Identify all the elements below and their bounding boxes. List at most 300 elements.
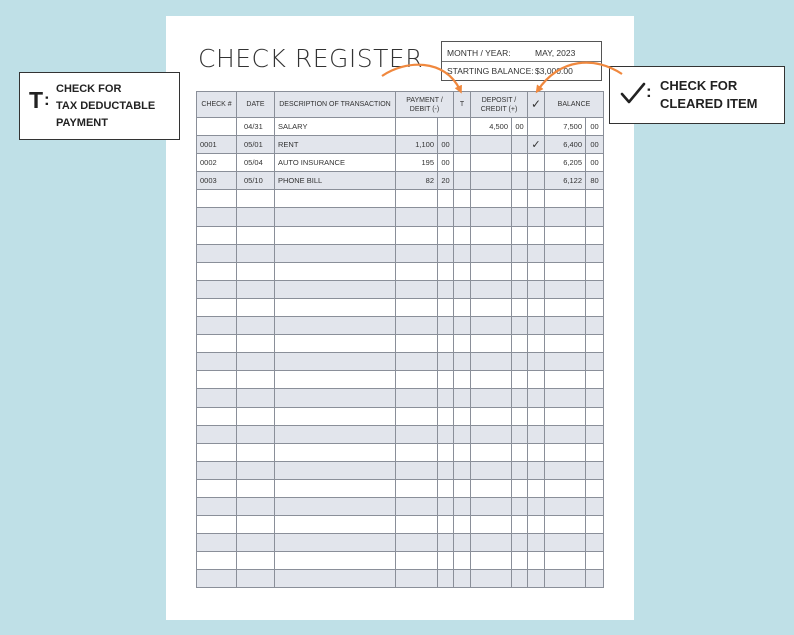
- cell-description[interactable]: [275, 425, 396, 443]
- cell-balance-dollars[interactable]: 6,205: [545, 154, 586, 172]
- cell-deposit-cents[interactable]: 00: [512, 118, 528, 136]
- cell-tax-deductible[interactable]: [454, 389, 471, 407]
- cell-tax-deductible[interactable]: [454, 190, 471, 208]
- cell-deposit-dollars[interactable]: [471, 479, 512, 497]
- cell-description[interactable]: [275, 335, 396, 353]
- cell-description[interactable]: [275, 244, 396, 262]
- header-payment-line2: DEBIT (-): [409, 105, 440, 113]
- cell-balance-dollars[interactable]: [545, 317, 586, 335]
- cell-deposit-dollars[interactable]: [471, 335, 512, 353]
- cell-date[interactable]: [237, 570, 275, 588]
- cell-description[interactable]: [275, 497, 396, 515]
- cell-payment-cents[interactable]: [438, 407, 454, 425]
- cell-cleared[interactable]: [528, 371, 545, 389]
- cell-description[interactable]: [275, 479, 396, 497]
- cell-payment-cents[interactable]: [438, 298, 454, 316]
- cell-payment-dollars[interactable]: [396, 118, 438, 136]
- cell-check-number[interactable]: [197, 534, 237, 552]
- cell-deposit-dollars[interactable]: [471, 461, 512, 479]
- cell-description[interactable]: [275, 407, 396, 425]
- cell-date[interactable]: [237, 190, 275, 208]
- cell-payment-cents[interactable]: [438, 244, 454, 262]
- cell-deposit-cents[interactable]: [512, 298, 528, 316]
- cell-tax-deductible[interactable]: [454, 443, 471, 461]
- month-year-value[interactable]: MAY, 2023: [535, 48, 576, 58]
- cell-tax-deductible[interactable]: [454, 425, 471, 443]
- cell-balance-dollars[interactable]: [545, 425, 586, 443]
- cell-date[interactable]: [237, 552, 275, 570]
- cell-payment-dollars[interactable]: [396, 371, 438, 389]
- cell-deposit-dollars[interactable]: [471, 172, 512, 190]
- cell-cleared[interactable]: [528, 497, 545, 515]
- cell-payment-cents[interactable]: [438, 552, 454, 570]
- cell-check-number[interactable]: [197, 497, 237, 515]
- cell-payment-cents[interactable]: [438, 425, 454, 443]
- cell-balance-cents[interactable]: [586, 280, 604, 298]
- cell-payment-dollars[interactable]: [396, 479, 438, 497]
- cell-date[interactable]: [237, 226, 275, 244]
- cell-balance-dollars[interactable]: [545, 208, 586, 226]
- cell-balance-cents[interactable]: [586, 298, 604, 316]
- cell-tax-deductible[interactable]: [454, 570, 471, 588]
- cell-tax-deductible[interactable]: [454, 244, 471, 262]
- cell-cleared[interactable]: [528, 552, 545, 570]
- cell-balance-dollars[interactable]: [545, 389, 586, 407]
- cell-deposit-dollars[interactable]: [471, 516, 512, 534]
- cell-deposit-cents[interactable]: [512, 136, 528, 154]
- cell-payment-dollars[interactable]: [396, 552, 438, 570]
- cell-payment-dollars[interactable]: 195: [396, 154, 438, 172]
- cell-balance-dollars[interactable]: [545, 497, 586, 515]
- cell-description[interactable]: [275, 317, 396, 335]
- cell-balance-cents[interactable]: 00: [586, 118, 604, 136]
- cell-date[interactable]: [237, 443, 275, 461]
- cell-balance-dollars[interactable]: [545, 244, 586, 262]
- cell-tax-deductible[interactable]: [454, 335, 471, 353]
- cell-tax-deductible[interactable]: [454, 136, 471, 154]
- cell-cleared[interactable]: [528, 280, 545, 298]
- cell-description[interactable]: PHONE BILL: [275, 172, 396, 190]
- cell-date[interactable]: 05/04: [237, 154, 275, 172]
- cell-payment-cents[interactable]: 20: [438, 172, 454, 190]
- cell-payment-cents[interactable]: [438, 317, 454, 335]
- cell-deposit-dollars[interactable]: [471, 244, 512, 262]
- starting-balance-value[interactable]: $3,000.00: [535, 66, 573, 76]
- cell-balance-cents[interactable]: [586, 516, 604, 534]
- cell-balance-dollars[interactable]: [545, 443, 586, 461]
- cell-cleared[interactable]: [528, 425, 545, 443]
- cell-payment-cents[interactable]: 00: [438, 136, 454, 154]
- cell-tax-deductible[interactable]: [454, 497, 471, 515]
- cell-payment-dollars[interactable]: [396, 298, 438, 316]
- cell-balance-cents[interactable]: [586, 244, 604, 262]
- cell-cleared[interactable]: [528, 154, 545, 172]
- cell-tax-deductible[interactable]: [454, 479, 471, 497]
- starting-balance-row: [447, 64, 573, 78]
- cell-cleared[interactable]: [528, 262, 545, 280]
- cell-date[interactable]: [237, 353, 275, 371]
- cell-deposit-dollars[interactable]: [471, 389, 512, 407]
- cell-deposit-cents[interactable]: [512, 208, 528, 226]
- cell-balance-cents[interactable]: [586, 461, 604, 479]
- cell-date[interactable]: [237, 262, 275, 280]
- cell-cleared[interactable]: [528, 172, 545, 190]
- cell-payment-cents[interactable]: [438, 443, 454, 461]
- cell-payment-dollars[interactable]: [396, 226, 438, 244]
- cell-payment-cents[interactable]: [438, 371, 454, 389]
- cell-balance-cents[interactable]: [586, 335, 604, 353]
- cell-cleared[interactable]: [528, 298, 545, 316]
- cell-date[interactable]: [237, 534, 275, 552]
- cell-date[interactable]: 05/10: [237, 172, 275, 190]
- cell-balance-dollars[interactable]: 6,400: [545, 136, 586, 154]
- cell-description[interactable]: [275, 389, 396, 407]
- cell-payment-dollars[interactable]: [396, 353, 438, 371]
- cell-cleared[interactable]: [528, 534, 545, 552]
- cell-deposit-dollars[interactable]: [471, 298, 512, 316]
- cell-payment-dollars[interactable]: [396, 262, 438, 280]
- cell-balance-dollars[interactable]: [545, 353, 586, 371]
- cell-description[interactable]: [275, 208, 396, 226]
- cell-check-number[interactable]: [197, 208, 237, 226]
- cell-payment-cents[interactable]: [438, 190, 454, 208]
- cell-check-number[interactable]: 0001: [197, 136, 237, 154]
- cell-payment-cents[interactable]: [438, 208, 454, 226]
- cell-date[interactable]: [237, 407, 275, 425]
- cell-cleared[interactable]: [528, 389, 545, 407]
- cell-balance-dollars[interactable]: [545, 570, 586, 588]
- cell-deposit-dollars[interactable]: [471, 570, 512, 588]
- cell-deposit-cents[interactable]: [512, 335, 528, 353]
- cell-tax-deductible[interactable]: [454, 208, 471, 226]
- cell-date[interactable]: [237, 497, 275, 515]
- cell-deposit-dollars[interactable]: [471, 497, 512, 515]
- cell-check-number[interactable]: [197, 190, 237, 208]
- cell-payment-cents[interactable]: [438, 516, 454, 534]
- cell-tax-deductible[interactable]: [454, 280, 471, 298]
- cell-balance-cents[interactable]: [586, 371, 604, 389]
- cell-payment-dollars[interactable]: [396, 190, 438, 208]
- cell-description[interactable]: [275, 552, 396, 570]
- cell-balance-cents[interactable]: [586, 317, 604, 335]
- cell-date[interactable]: [237, 371, 275, 389]
- cell-deposit-cents[interactable]: [512, 244, 528, 262]
- cell-deposit-cents[interactable]: [512, 172, 528, 190]
- cell-deposit-dollars[interactable]: [471, 262, 512, 280]
- cell-description[interactable]: [275, 280, 396, 298]
- cell-deposit-dollars[interactable]: [471, 534, 512, 552]
- table-row: [197, 172, 604, 190]
- table-row: [197, 516, 604, 534]
- cell-balance-cents[interactable]: [586, 552, 604, 570]
- cell-date[interactable]: [237, 208, 275, 226]
- cell-description[interactable]: [275, 353, 396, 371]
- cell-tax-deductible[interactable]: [454, 298, 471, 316]
- cell-payment-cents[interactable]: [438, 461, 454, 479]
- cell-balance-cents[interactable]: [586, 425, 604, 443]
- cell-balance-dollars[interactable]: [545, 407, 586, 425]
- table-row: [197, 190, 604, 208]
- cell-payment-dollars[interactable]: [396, 425, 438, 443]
- checkmark-icon: [620, 81, 646, 105]
- cell-date[interactable]: [237, 516, 275, 534]
- cell-balance-dollars[interactable]: [545, 552, 586, 570]
- cell-deposit-dollars[interactable]: [471, 353, 512, 371]
- cell-deposit-cents[interactable]: [512, 534, 528, 552]
- cell-deposit-cents[interactable]: [512, 371, 528, 389]
- cell-payment-cents[interactable]: 00: [438, 154, 454, 172]
- cell-payment-dollars[interactable]: [396, 443, 438, 461]
- cell-deposit-cents[interactable]: [512, 570, 528, 588]
- cell-description[interactable]: SALARY: [275, 118, 396, 136]
- table-row: [197, 208, 604, 226]
- cell-payment-cents[interactable]: [438, 262, 454, 280]
- cell-payment-dollars[interactable]: [396, 335, 438, 353]
- cell-date[interactable]: [237, 335, 275, 353]
- cell-deposit-dollars[interactable]: [471, 443, 512, 461]
- cell-tax-deductible[interactable]: [454, 154, 471, 172]
- cell-check-number[interactable]: [197, 443, 237, 461]
- cell-cleared[interactable]: [528, 244, 545, 262]
- cell-check-number[interactable]: [197, 479, 237, 497]
- cell-tax-deductible[interactable]: [454, 371, 471, 389]
- cell-date[interactable]: [237, 479, 275, 497]
- cell-cleared[interactable]: ✓: [528, 136, 545, 154]
- cell-deposit-cents[interactable]: [512, 479, 528, 497]
- cell-balance-dollars[interactable]: 6,122: [545, 172, 586, 190]
- cell-date[interactable]: [237, 425, 275, 443]
- cell-payment-dollars[interactable]: [396, 280, 438, 298]
- cell-payment-cents[interactable]: [438, 118, 454, 136]
- cleared-item-callout: [609, 66, 785, 124]
- cell-check-number[interactable]: [197, 226, 237, 244]
- cell-balance-cents[interactable]: 00: [586, 154, 604, 172]
- cell-tax-deductible[interactable]: [454, 552, 471, 570]
- cell-payment-dollars[interactable]: [396, 317, 438, 335]
- cell-balance-dollars[interactable]: [545, 190, 586, 208]
- cell-date[interactable]: 05/01: [237, 136, 275, 154]
- cell-date[interactable]: [237, 317, 275, 335]
- cell-deposit-cents[interactable]: [512, 389, 528, 407]
- cell-cleared[interactable]: [528, 190, 545, 208]
- cell-balance-dollars[interactable]: 7,500: [545, 118, 586, 136]
- cell-cleared[interactable]: [528, 317, 545, 335]
- cell-balance-cents[interactable]: [586, 534, 604, 552]
- cell-balance-dollars[interactable]: [545, 534, 586, 552]
- cell-deposit-dollars[interactable]: 4,500: [471, 118, 512, 136]
- cell-deposit-dollars[interactable]: [471, 371, 512, 389]
- cell-cleared[interactable]: [528, 443, 545, 461]
- cell-deposit-cents[interactable]: [512, 497, 528, 515]
- cell-balance-cents[interactable]: 80: [586, 172, 604, 190]
- cell-check-number[interactable]: 0002: [197, 154, 237, 172]
- cell-tax-deductible[interactable]: [454, 172, 471, 190]
- cell-check-number[interactable]: [197, 570, 237, 588]
- cell-deposit-dollars[interactable]: [471, 208, 512, 226]
- cell-balance-cents[interactable]: [586, 353, 604, 371]
- cell-check-number[interactable]: [197, 118, 237, 136]
- table-row: [197, 335, 604, 353]
- cell-description[interactable]: [275, 461, 396, 479]
- cell-payment-dollars[interactable]: 1,100: [396, 136, 438, 154]
- cell-description[interactable]: [275, 516, 396, 534]
- cell-payment-dollars[interactable]: [396, 570, 438, 588]
- cell-date[interactable]: [237, 298, 275, 316]
- cell-balance-dollars[interactable]: [545, 226, 586, 244]
- cell-deposit-dollars[interactable]: [471, 317, 512, 335]
- cell-balance-dollars[interactable]: [545, 335, 586, 353]
- cell-balance-cents[interactable]: [586, 226, 604, 244]
- cell-balance-cents[interactable]: [586, 389, 604, 407]
- cell-check-number[interactable]: [197, 335, 237, 353]
- cell-payment-cents[interactable]: [438, 353, 454, 371]
- cell-cleared[interactable]: [528, 353, 545, 371]
- cell-cleared[interactable]: [528, 479, 545, 497]
- cell-balance-dollars[interactable]: [545, 371, 586, 389]
- cell-deposit-cents[interactable]: [512, 516, 528, 534]
- cell-check-number[interactable]: [197, 461, 237, 479]
- cell-payment-cents[interactable]: [438, 534, 454, 552]
- cell-check-number[interactable]: [197, 317, 237, 335]
- cell-description[interactable]: [275, 190, 396, 208]
- cell-balance-cents[interactable]: [586, 190, 604, 208]
- cell-check-number[interactable]: [197, 516, 237, 534]
- cell-date[interactable]: [237, 244, 275, 262]
- cell-date[interactable]: [237, 280, 275, 298]
- cell-tax-deductible[interactable]: [454, 534, 471, 552]
- cell-deposit-cents[interactable]: [512, 317, 528, 335]
- cell-payment-dollars[interactable]: [396, 407, 438, 425]
- cell-cleared[interactable]: [528, 516, 545, 534]
- cell-deposit-cents[interactable]: [512, 154, 528, 172]
- cell-deposit-cents[interactable]: [512, 407, 528, 425]
- cell-balance-cents[interactable]: [586, 407, 604, 425]
- cell-payment-cents[interactable]: [438, 389, 454, 407]
- cell-tax-deductible[interactable]: [454, 226, 471, 244]
- cell-deposit-cents[interactable]: [512, 190, 528, 208]
- cell-tax-deductible[interactable]: [454, 516, 471, 534]
- cell-date[interactable]: [237, 461, 275, 479]
- cell-payment-cents[interactable]: [438, 570, 454, 588]
- cell-deposit-dollars[interactable]: [471, 552, 512, 570]
- cell-description[interactable]: [275, 298, 396, 316]
- cell-payment-cents[interactable]: [438, 280, 454, 298]
- cell-deposit-cents[interactable]: [512, 280, 528, 298]
- cell-balance-cents[interactable]: [586, 208, 604, 226]
- cell-check-number[interactable]: [197, 389, 237, 407]
- cell-cleared[interactable]: [528, 208, 545, 226]
- cell-description[interactable]: AUTO INSURANCE: [275, 154, 396, 172]
- cell-check-number[interactable]: [197, 298, 237, 316]
- cell-payment-dollars[interactable]: 82: [396, 172, 438, 190]
- cell-check-number[interactable]: [197, 371, 237, 389]
- cell-balance-cents[interactable]: [586, 262, 604, 280]
- cell-cleared[interactable]: [528, 407, 545, 425]
- table-row: [197, 461, 604, 479]
- cell-description[interactable]: [275, 371, 396, 389]
- cell-payment-dollars[interactable]: [396, 389, 438, 407]
- cell-deposit-dollars[interactable]: [471, 280, 512, 298]
- cell-cleared[interactable]: [528, 461, 545, 479]
- cell-deposit-cents[interactable]: [512, 353, 528, 371]
- cell-deposit-dollars[interactable]: [471, 136, 512, 154]
- cell-balance-dollars[interactable]: [545, 461, 586, 479]
- cell-deposit-dollars[interactable]: [471, 226, 512, 244]
- cell-balance-dollars[interactable]: [545, 298, 586, 316]
- cell-balance-dollars[interactable]: [545, 262, 586, 280]
- cell-payment-dollars[interactable]: [396, 208, 438, 226]
- cell-payment-dollars[interactable]: [396, 497, 438, 515]
- cell-tax-deductible[interactable]: [454, 262, 471, 280]
- cell-description[interactable]: [275, 262, 396, 280]
- cell-balance-cents[interactable]: [586, 570, 604, 588]
- cell-payment-cents[interactable]: [438, 479, 454, 497]
- cell-balance-cents[interactable]: 00: [586, 136, 604, 154]
- cell-deposit-dollars[interactable]: [471, 425, 512, 443]
- cell-deposit-cents[interactable]: [512, 552, 528, 570]
- cell-check-number[interactable]: [197, 280, 237, 298]
- cell-deposit-cents[interactable]: [512, 262, 528, 280]
- cell-deposit-cents[interactable]: [512, 461, 528, 479]
- cell-check-number[interactable]: [197, 262, 237, 280]
- cell-check-number[interactable]: [197, 353, 237, 371]
- cell-payment-dollars[interactable]: [396, 461, 438, 479]
- cell-cleared[interactable]: [528, 226, 545, 244]
- cell-payment-cents[interactable]: [438, 497, 454, 515]
- cell-deposit-cents[interactable]: [512, 226, 528, 244]
- cell-deposit-dollars[interactable]: [471, 407, 512, 425]
- cell-tax-deductible[interactable]: [454, 317, 471, 335]
- cell-cleared[interactable]: [528, 118, 545, 136]
- cell-check-number[interactable]: [197, 552, 237, 570]
- cell-deposit-cents[interactable]: [512, 425, 528, 443]
- cell-check-number[interactable]: [197, 425, 237, 443]
- cell-tax-deductible[interactable]: [454, 118, 471, 136]
- cell-description[interactable]: [275, 534, 396, 552]
- cell-deposit-dollars[interactable]: [471, 154, 512, 172]
- cell-cleared[interactable]: [528, 335, 545, 353]
- cell-date[interactable]: [237, 389, 275, 407]
- cell-description[interactable]: [275, 570, 396, 588]
- cell-payment-cents[interactable]: [438, 335, 454, 353]
- cell-cleared[interactable]: [528, 570, 545, 588]
- cell-payment-dollars[interactable]: [396, 244, 438, 262]
- cell-tax-deductible[interactable]: [454, 461, 471, 479]
- cell-date[interactable]: 04/31: [237, 118, 275, 136]
- cell-description[interactable]: [275, 443, 396, 461]
- cell-tax-deductible[interactable]: [454, 353, 471, 371]
- cell-check-number[interactable]: [197, 244, 237, 262]
- cell-balance-cents[interactable]: [586, 497, 604, 515]
- cell-payment-dollars[interactable]: [396, 516, 438, 534]
- cell-balance-cents[interactable]: [586, 443, 604, 461]
- cell-check-number[interactable]: 0003: [197, 172, 237, 190]
- cell-balance-cents[interactable]: [586, 479, 604, 497]
- cell-check-number[interactable]: [197, 407, 237, 425]
- cell-payment-dollars[interactable]: [396, 534, 438, 552]
- cell-tax-deductible[interactable]: [454, 407, 471, 425]
- cell-balance-dollars[interactable]: [545, 516, 586, 534]
- header-balance: BALANCE: [545, 92, 604, 118]
- header-deposit-line2: CREDIT (+): [480, 105, 518, 113]
- cell-balance-dollars[interactable]: [545, 280, 586, 298]
- cell-description[interactable]: RENT: [275, 136, 396, 154]
- cell-deposit-cents[interactable]: [512, 443, 528, 461]
- cell-balance-dollars[interactable]: [545, 479, 586, 497]
- cell-payment-cents[interactable]: [438, 226, 454, 244]
- cell-description[interactable]: [275, 226, 396, 244]
- cell-deposit-dollars[interactable]: [471, 190, 512, 208]
